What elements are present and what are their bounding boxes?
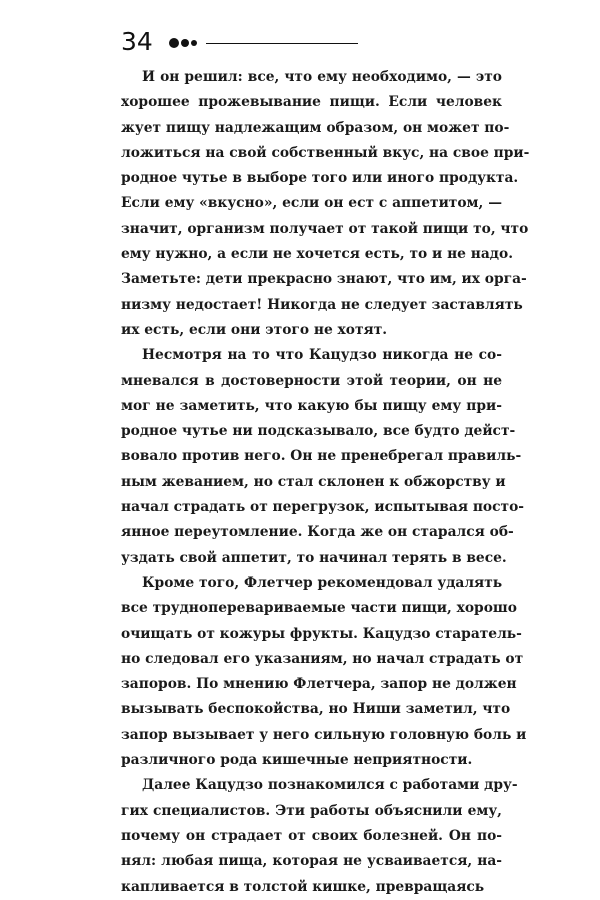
page-header: [121, 28, 361, 58]
header-dots-ornament: [169, 38, 203, 48]
body-text: [121, 65, 530, 900]
text-line: вызывать беспокойства, но Ниши заметил, что: [121, 701, 511, 718]
text-line: ему нужно, а если не хочется есть, то и не надо.: [121, 246, 513, 263]
text-line: капливается в толстой кишке, превращаясь: [121, 878, 485, 895]
text-line: мневался в достоверности этой теории, он не: [121, 372, 502, 389]
text-line: но следовал его указаниям, но начал страдать от: [121, 650, 524, 667]
paragraph: [121, 65, 530, 343]
text-line: низму недостает! Никогда не следует заставлять: [121, 296, 523, 313]
text-line: запоров. По мнению Флетчера, запор не должен: [121, 676, 517, 693]
text-line: значит, организм получает от такой пищи то, что: [121, 220, 529, 237]
text-line: родное чутье в выборе того или иного продукта.: [121, 170, 519, 187]
text-line: мог не заметить, что какую бы пищу ему при-: [121, 397, 502, 414]
text-line: янное переутомление. Когда же он старался об-: [121, 524, 514, 541]
paragraph: [121, 571, 527, 773]
text-line: различного рода кишечные неприятности.: [121, 752, 473, 769]
text-line: Несмотря на то что Кацудзо никогда не со-: [142, 347, 502, 364]
header-rule: [206, 43, 358, 44]
paragraph: [121, 773, 518, 899]
text-line: все трудноперевариваемые части пищи, хорошо: [121, 600, 517, 617]
text-line: ложиться на свой собственный вкус, на свое при-: [121, 144, 530, 161]
text-line: вовало против него. Он не пренебрегал правиль-: [121, 448, 522, 465]
text-line: запор вызывает у него сильную головную боль и: [121, 726, 527, 743]
text-line: очищать от кожуры фрукты. Кацудзо старатель-: [121, 625, 522, 642]
text-line: родное чутье ни подсказывало, все будто дейст-: [121, 423, 516, 440]
text-line: начал страдать от перегрузок, испытывая посто-: [121, 499, 525, 516]
text-line: Если ему «вкусно», если он ест с аппетитом, —: [121, 195, 502, 212]
page-number: 34: [121, 27, 153, 56]
text-line: гих специалистов. Эти работы объяснили ему,: [121, 802, 502, 819]
text-line: Далее Кацудзо познакомился с работами дру-: [142, 777, 518, 794]
text-line: ным жеванием, но стал склонен к обжорству и: [121, 473, 506, 490]
text-line: почему он страдает от своих болезней. Он по-: [121, 827, 502, 844]
paragraph: [121, 343, 525, 571]
text-line: Кроме того, Флетчер рекомендовал удалять: [142, 574, 503, 591]
text-line: их есть, если они этого не хотят.: [121, 321, 388, 338]
text-line: уздать свой аппетит, то начинал терять в весе.: [121, 549, 507, 566]
text-line: Заметьте: дети прекрасно знают, что им, их орга-: [121, 271, 527, 288]
text-line: хорошее прожевывание пищи. Если человек: [121, 94, 502, 111]
text-line: жует пищу надлежащим образом, он может по-: [121, 119, 510, 136]
text-line: И он решил: все, что ему необходимо, — это: [142, 69, 502, 85]
text-line: нял: любая пища, которая не усваивается, на-: [121, 853, 502, 870]
